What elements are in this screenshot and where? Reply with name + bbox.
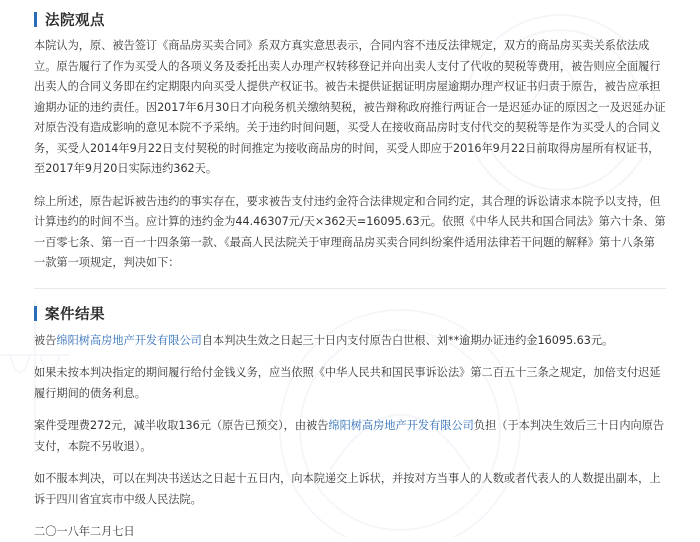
text-suffix: 自本判决生效之日起三十日内支付原告白世根、刘**逾期办证违约金16095.63元。: [201, 333, 614, 347]
company-link[interactable]: 绵阳树高房地产开发有限公司: [56, 333, 202, 347]
judgment-date: 二〇一八年二月七日: [34, 525, 135, 538]
court-opinion-title: 法院观点: [45, 12, 105, 29]
section-accent-bar: [34, 12, 37, 27]
court-opinion-paragraph-1: 本院认为，原、被告签订《商品房买卖合同》系双方真实意思表示，合同内容不违反法律规定，双方的商品房买卖关系依法成立。原告履行了作为买受人的各项义务及委托出卖人办理产权转移登记并向出卖人支付了代收的契税等费用，被告则应全面履行出卖人的合同义务即在约定期限内向买受人提供产权证书。被告未提供证据证明房屋逾期办理产权证书归责于原告，被告应承担逾期办证的违约责任。因2017年6月30日才向税务机关缴纳契税，被告辩称政府推行两证合一是迟延办证的原因之一及迟延办证对原告没有造成影响的意见本院不予采纳。关于违约时间问题，买受人在接收商品房时支付代交的契税等是作为买受人的合同义务，买受人2014年9月22日支付契税的时间推定为接收商品房的时间，买受人即应于2016年9月22日前取得房屋所有权证书，至2017年9月20日实际违约362天。: [34, 39, 666, 175]
court-opinion-header: [34, 8, 666, 30]
section-divider: [34, 288, 666, 289]
text-prefix: 被告: [34, 333, 57, 347]
text-suffix: 负担（于本判决生效后三十日内向原告支付，本院不另收退）。: [34, 419, 665, 453]
case-result-paragraph-1: [34, 331, 666, 352]
court-opinion-paragraph-2: 综上所述，原告起诉被告违约的事实存在，要求被告支付违约金符合法律规定和合同约定，其合理的诉讼请求本院予以支持，但计算违约的时间不当。应计算的违约金为44.46307元/天×362天=16095.63元。依照《中华人民共和国合同法》第六十条、第一百零七条、第一百一十四条第一款、《最高人民法院关于审理商品房买卖合同纠纷案件适用法律若干问题的解释》第十八条第一款第一项规定，判决如下：: [34, 194, 666, 269]
case-result-paragraph-2: 如果未按本判决指定的期间履行给付金钱义务，应当依照《中华人民共和国民事诉讼法》第二百五十三条之规定，加倍支付迟延履行期间的债务利息。: [34, 366, 661, 400]
text-prefix: 案件受理费272元，减半收取136元（原告已预交），由被告: [34, 419, 329, 432]
company-link[interactable]: 绵阳树高房地产开发有限公司: [328, 419, 474, 432]
case-result-paragraph-3: [34, 416, 666, 457]
case-result-paragraph-4: 如不服本判决，可以在判决书送达之日起十五日内，向本院递交上诉状，并按对方当事人的人数或者代表人的人数提出副本，上诉于四川省宜宾市中级人民法院。: [34, 472, 661, 506]
case-result-header: [34, 303, 666, 325]
case-result-title: 案件结果: [45, 307, 105, 323]
judgment-content: [34, 8, 666, 542]
section-accent-bar: [34, 306, 37, 321]
